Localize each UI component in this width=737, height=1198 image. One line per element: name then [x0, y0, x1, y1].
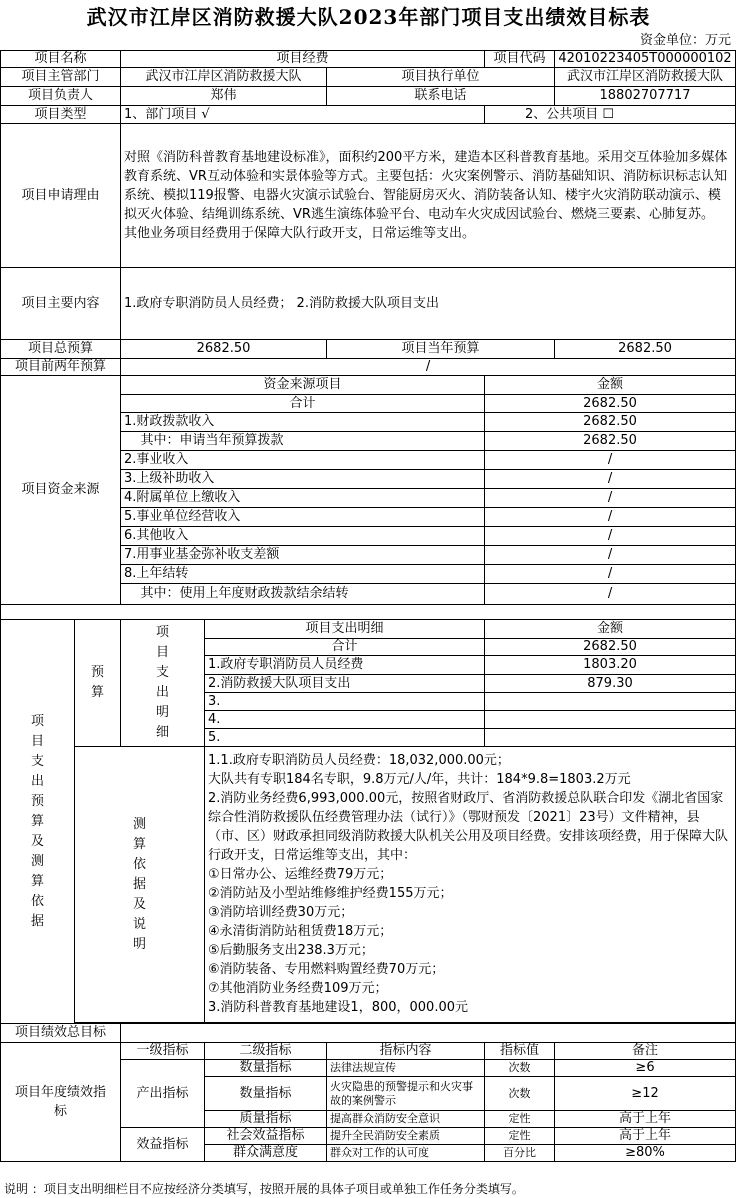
perf-value: 次数	[485, 1077, 555, 1111]
dept-label: 项目主管部门	[1, 68, 121, 87]
funding-row-amount: /	[485, 470, 736, 489]
type-department: 1、部门项目 √	[121, 106, 485, 124]
expense-row-name: 合计	[205, 639, 485, 656]
basis-line: ⑤后勤服务支出238.3万元；	[208, 943, 374, 958]
type-public: 2、公共项目 ☐	[485, 106, 736, 124]
expense-detail-label: 项目支出明细	[121, 620, 205, 747]
basis-line: ②消防站及小型站维修维护经费155万元；	[208, 886, 453, 901]
reason-label: 项目申请理由	[1, 124, 121, 268]
funding-row-name: 5.事业单位经营收入	[121, 508, 485, 527]
funding-amount-header: 金额	[485, 376, 736, 395]
basis-line: ⑥消防装备、专用燃料购置经费70万元；	[208, 962, 445, 977]
basis-line: 1.1.政府专职消防员人员经费：18,032,000.00元；	[208, 753, 510, 768]
reason-text	[121, 124, 736, 268]
funding-row-name: 7.用事业基金弥补收支差额	[121, 546, 485, 565]
perf-header-note: 备注	[555, 1043, 736, 1060]
expense-row-amount	[485, 711, 736, 729]
funding-row-name: 8.上年结转	[121, 565, 485, 584]
person-label: 项目负责人	[1, 87, 121, 106]
expense-row-name: 4.	[205, 711, 485, 729]
perf-benefit-label: 效益指标	[121, 1128, 205, 1162]
perf-content: 群众对工作的认可度	[327, 1145, 485, 1162]
funding-row-amount: /	[485, 546, 736, 565]
funding-row-name: 3.上级补助收入	[121, 470, 485, 489]
basis-text	[205, 747, 736, 1023]
perf-l2: 数量指标	[205, 1060, 327, 1077]
funding-row-amount: 2682.50	[485, 432, 736, 451]
basis-line: 3.消防科普教育基地建设1，800，000.00元	[208, 1000, 468, 1015]
dept-value: 武汉市江岸区消防救援大队	[121, 68, 327, 87]
person-value: 郑伟	[121, 87, 327, 106]
funding-row-amount: /	[485, 489, 736, 508]
performance-table	[0, 50, 736, 1162]
funding-row-amount: /	[485, 451, 736, 470]
basis-line: ④永清街消防站租赁费18万元；	[208, 924, 393, 939]
expense-row-name: 5.	[205, 729, 485, 747]
basis-label: 测算依据及说明	[75, 747, 205, 1023]
content-text: 1.政府专职消防员人员经费； 2.消防救援大队项目支出	[121, 268, 736, 340]
funding-row-amount: /	[485, 584, 736, 605]
exec-value: 武汉市江岸区消防救援大队	[555, 68, 736, 87]
perf-value: 百分比	[485, 1145, 555, 1162]
funding-row-name: 其中：申请当年预算拨款	[121, 432, 485, 451]
expense-row-amount	[485, 729, 736, 747]
funding-row-name: 合计	[121, 395, 485, 413]
expense-row-name: 1.政府专职消防员人员经费	[205, 656, 485, 675]
basis-line: ⑦其他消防业务经费109万元；	[208, 981, 388, 996]
perf-note: 高于上年	[555, 1111, 736, 1128]
expense-row-name: 3.	[205, 693, 485, 711]
funding-row-name: 4.附属单位上缴收入	[121, 489, 485, 508]
prev-budget-label: 项目前两年预算	[1, 359, 121, 376]
expense-row-amount: 2682.50	[485, 639, 736, 656]
expense-row-amount: 1803.20	[485, 656, 736, 675]
exec-label: 项目执行单位	[327, 68, 555, 87]
currency-unit: 资金单位：万元	[639, 33, 731, 48]
perf-l2: 社会效益指标	[205, 1128, 327, 1145]
perf-value: 定性	[485, 1128, 555, 1145]
perf-content: 提高群众消防安全意识	[327, 1111, 485, 1128]
expense-pre-label: 预算	[75, 620, 121, 747]
basis-line: 大队共有专职184名专职，9.8万元/人/年，共计：184*9.8=1803.2万元	[208, 772, 631, 787]
perf-note: ≥80%	[555, 1145, 736, 1162]
current-budget-label: 项目当年预算	[327, 340, 555, 359]
page-title: 武汉市江岸区消防救援大队2023年部门项目支出绩效目标表	[86, 5, 651, 29]
project-name-label: 项目名称	[1, 51, 121, 68]
basis-line: ①日常办公、运维经费79万元；	[208, 867, 393, 882]
perf-value: 定性	[485, 1111, 555, 1128]
perf-output-label: 产出指标	[121, 1060, 205, 1128]
reason-line: 其他业务项目经费用于保障大队行政开支，日常运维等支出。	[124, 226, 476, 241]
basis-line: 2.消防业务经费6,993,000.00元，按照省财政厅、省消防救援总队联合印发《湖北省国家综合性消防救援队伍经费管理办法（试行）》（鄂财预发〔2021〕23号）文件精神，县（市、区）财政承担同级消防救援大队机关公用及项目经费。安排该项经费，用于保障大队行政开支，日常运维等支出，其中：	[208, 791, 729, 863]
current-budget: 2682.50	[555, 340, 736, 359]
expense-amount-header: 金额	[485, 620, 736, 639]
reason-line: 对照《消防科普教育基地建设标准》，面积约200平方米，建造本区科普教育基地。采用交互体验加多媒体教育系统、VR互动体验和实景体验等方式。主要包括：火灾案例警示、消防基础知识、消防标识标志认知系统、模拟119报警、电器火灾演示试验台、智能厨房灭火、消防装备认知、楼宇火灾消防联动演示、模拟灭火体验、结绳训练系统、VR逃生演练体验平台、电动车火灾成因试验台、燃烧三要素、心肺复苏。	[124, 150, 728, 222]
perf-content: 提升全民消防安全素质	[327, 1128, 485, 1145]
perf-header-l1: 一级指标	[121, 1043, 205, 1060]
funding-label: 项目资金来源	[1, 376, 121, 605]
phone-label: 联系电话	[327, 87, 555, 106]
perf-note: ≥12	[555, 1077, 736, 1111]
project-code: 42010223405T000000102	[555, 51, 736, 68]
expense-outer-label: 项目支出预算及测算依据	[1, 620, 75, 1024]
perf-l2: 质量指标	[205, 1111, 327, 1128]
perf-l2: 数量指标	[205, 1077, 327, 1111]
type-label: 项目类型	[1, 106, 121, 124]
expense-row-amount: 879.30	[485, 675, 736, 693]
total-budget-label: 项目总预算	[1, 340, 121, 359]
perf-total-value	[121, 1024, 736, 1043]
prev-budget: /	[121, 359, 736, 376]
perf-total-label: 项目绩效总目标	[1, 1024, 121, 1043]
perf-header-value: 指标值	[485, 1043, 555, 1060]
funding-row-amount: 2682.50	[485, 395, 736, 413]
funding-row-amount: /	[485, 565, 736, 584]
spacer-row	[1, 605, 736, 620]
perf-content: 法律法规宣传	[327, 1060, 485, 1077]
funding-row-amount: /	[485, 527, 736, 546]
perf-note: 高于上年	[555, 1128, 736, 1145]
project-code-label: 项目代码	[485, 51, 555, 68]
content-label: 项目主要内容	[1, 268, 121, 340]
perf-note: ≥6	[555, 1060, 736, 1077]
funding-col-header: 资金来源项目	[121, 376, 485, 395]
expense-col-header: 项目支出明细	[205, 620, 485, 639]
perf-l2: 群众满意度	[205, 1145, 327, 1162]
expense-row-name: 2.消防救援大队项目支出	[205, 675, 485, 693]
project-name: 项目经费	[121, 51, 485, 68]
perf-header-l2: 二级指标	[205, 1043, 327, 1060]
perf-content: 火灾隐患的预警提示和火灾事故的案例警示	[327, 1077, 485, 1111]
expense-row-amount	[485, 693, 736, 711]
footnote: 说明 ：项目支出明细栏目不应按经济分类填写，按照开展的具体子项目或单独工作任务分类填写。	[4, 1182, 524, 1196]
funding-row-name: 其中：使用上年度财政拨款结余结转	[121, 584, 485, 605]
funding-row-name: 1.财政拨款收入	[121, 413, 485, 432]
total-budget: 2682.50	[121, 340, 327, 359]
funding-row-amount: /	[485, 508, 736, 527]
funding-row-name: 6.其他收入	[121, 527, 485, 546]
funding-row-amount: 2682.50	[485, 413, 736, 432]
basis-line: ③消防培训经费30万元；	[208, 905, 354, 920]
funding-row-name: 2.事业收入	[121, 451, 485, 470]
perf-year-label: 项目年度绩效指标	[1, 1043, 121, 1162]
phone-value: 18802707717	[555, 87, 736, 106]
perf-header-content: 指标内容	[327, 1043, 485, 1060]
perf-value: 次数	[485, 1060, 555, 1077]
